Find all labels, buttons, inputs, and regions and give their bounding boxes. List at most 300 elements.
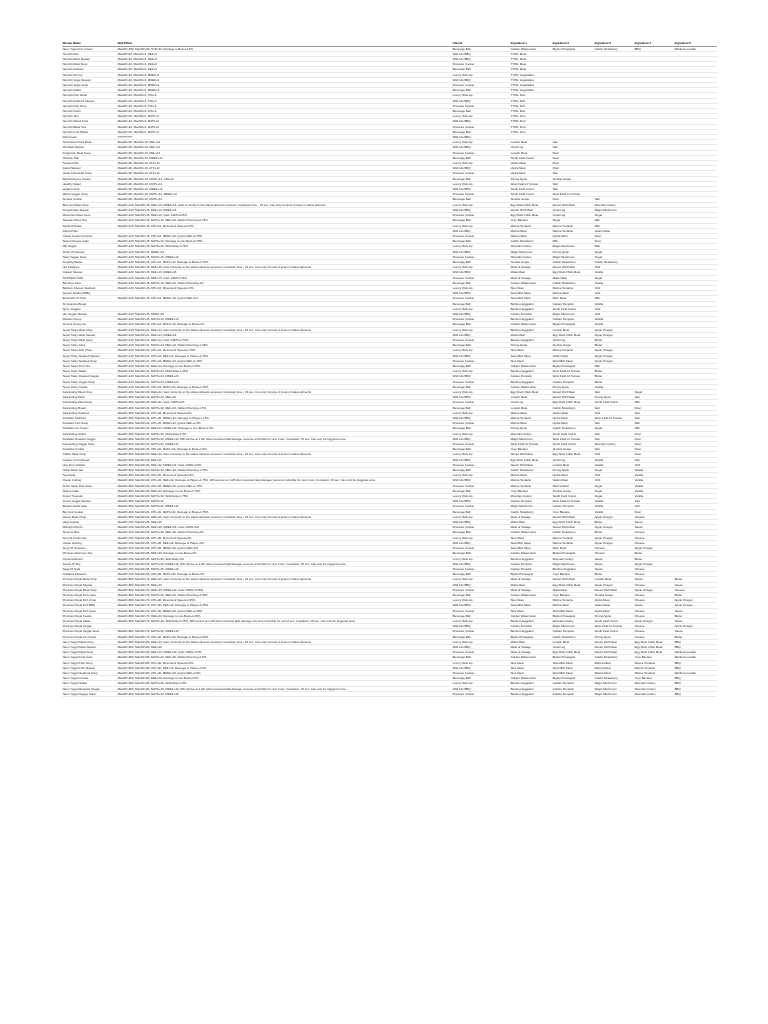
cell-ingredient-2[interactable]: South Field Carrot (552, 442, 594, 447)
cell-utensil[interactable]: Luxury Wok-top (452, 639, 510, 644)
cell-ingredient-3[interactable]: Chili (594, 473, 634, 478)
cell-ingredient-1[interactable]: Sloe Meat (510, 285, 552, 290)
cell-ingredient-2[interactable]: Vocal Leg (552, 207, 594, 212)
cell-recipe-name[interactable]: Vegan's Fruit (62, 187, 117, 192)
cell-buff-effect[interactable]: MaxHP+90, MaxSP+10, MATK+12, CRI+12 (117, 176, 452, 181)
cell-buff-effect[interactable]: MaxHP+40, MaxSP+6, MDEF+6 (117, 83, 452, 88)
cell-buff-effect[interactable]: MaxHP+120, MaxSP+15, ATK+16, MATK+16, Damage to Boss+1% (117, 322, 452, 327)
cell-utensil[interactable]: Luxury Wok-top (452, 306, 510, 311)
cell-buff-effect[interactable]: MaxHP+700, MaxSP+65, MATK+36, MDEF+36 (117, 566, 452, 571)
cell-buff-effect[interactable]: MaxHP+120, MaxSP+15, ATK+16, Movement Speed+1.5% (117, 285, 452, 290)
cell-recipe-name[interactable]: Ensemble Of Soul (62, 296, 117, 301)
cell-recipe-name[interactable]: Fantastic Cookie (62, 447, 117, 452)
cell-buff-effect[interactable]: MaxHP+40, MaxSP+6, MATK+6 (117, 124, 452, 129)
cell-ingredient-3[interactable]: Desert Wolf Meat (594, 644, 634, 649)
cell-ingredient-2[interactable]: Yoyo Banana (552, 572, 594, 577)
cell-ingredient-2[interactable]: Salt (552, 145, 594, 150)
cell-utensil[interactable]: Wild Life BBQ (452, 686, 510, 691)
cell-ingredient-1[interactable]: Smokie Grape (510, 197, 552, 202)
cell-ingredient-2[interactable]: Bigfoot Pineapple (552, 322, 594, 327)
cell-utensil[interactable]: Beverage Ball (452, 301, 510, 306)
cell-ingredient-3[interactable]: Vanilla (594, 384, 634, 389)
cell-ingredient-2[interactable]: Goblin Strawberry (552, 259, 594, 264)
cell-ingredient-3[interactable]: Mountain Celery (594, 442, 634, 447)
cell-buff-effect[interactable]: MaxHP+900, MaxSP+80, MATK+40, MDEF+40 (117, 691, 452, 696)
cell-ingredient-2[interactable]: Egg Shell Chick Meat (552, 650, 594, 655)
cell-ingredient-4[interactable]: Milk (634, 426, 674, 431)
cell-buff-effect[interactable]: MaxHP+40, MaxSP+6, MDEF+6 (117, 77, 452, 82)
cell-utensil[interactable]: Beverage Ball (452, 46, 510, 51)
cell-utensil[interactable]: Beverage Ball (452, 322, 510, 327)
cell-utensil[interactable]: Wild Life BBQ (452, 57, 510, 62)
cell-buff-effect[interactable]: MaxHP+40, MaxSP+6, MDEF+6 (117, 88, 452, 93)
cell-recipe-name[interactable]: Neon Yoggrt Cookie (62, 676, 117, 681)
cell-recipe-name[interactable]: Song Of Oceanus (62, 546, 117, 551)
cell-ingredient-2[interactable]: West Field Lil Tomato (552, 374, 594, 379)
cell-ingredient-1[interactable]: Golden Watermelon (510, 384, 552, 389)
cell-ingredient-1[interactable]: Bamboo Eggplant (510, 686, 552, 691)
cell-recipe-name[interactable]: Super Tasty Veggie Soup (62, 379, 117, 384)
cell-recipe-name[interactable]: Dark Feast (62, 135, 117, 140)
cell-utensil[interactable]: Luxury Wok-top (452, 181, 510, 186)
cell-recipe-name[interactable]: Smokie Cookie (62, 197, 117, 202)
cell-ingredient-3[interactable]: Milk (594, 363, 634, 368)
cell-ingredient-5[interactable]: Sauce (674, 608, 717, 613)
cell-recipe-name[interactable]: Griffon Meat Chop (62, 452, 117, 457)
cell-ingredient-5[interactable]: Cheese (674, 587, 717, 592)
cell-recipe-name[interactable]: Super Tasty Roasted Veggie (62, 374, 117, 379)
cell-ingredient-4[interactable]: Mountain Celery (634, 686, 674, 691)
cell-utensil[interactable]: Beverage Ball (452, 447, 510, 452)
cell-ingredient-3[interactable]: South Field Carrot (594, 400, 634, 405)
cell-buff-effect[interactable]: MaxHP+40, MaxSP+6, DEF+6 (117, 57, 452, 62)
cell-recipe-name[interactable]: Provines Royal Fish Soup (62, 608, 117, 613)
cell-buff-effect[interactable]: MaxHP+40, MaxSP+6, MATK+6 (117, 119, 452, 124)
cell-ingredient-2[interactable]: Golden Pumpkin (552, 629, 594, 634)
cell-ingredient-2[interactable]: Flour (552, 150, 594, 155)
cell-ingredient-4[interactable]: Apple Vinegar (634, 561, 674, 566)
cell-utensil[interactable]: Wild Life BBQ (452, 561, 510, 566)
cell-buff-effect[interactable]: MaxHP+120, MaxSP+15, MATK+16, Skill Delay-0.75% (117, 244, 452, 249)
cell-ingredient-1[interactable]: TYPE: Meat (510, 62, 552, 67)
cell-ingredient-2[interactable]: Golden Pumpkin (552, 691, 594, 696)
cell-utensil[interactable]: Luxury Wok-top (452, 223, 510, 228)
cell-ingredient-2[interactable]: Sugar (552, 218, 594, 223)
cell-ingredient-2[interactable]: Marc Meat (552, 296, 594, 301)
cell-ingredient-3[interactable]: Butter (594, 369, 634, 374)
cell-buff-effect[interactable]: MaxHP+900, MaxSP+80, ATK+40, DEF+40, Damage to Player+2.5% (117, 665, 452, 670)
cell-ingredient-1[interactable]: Marine Tentacle (510, 483, 552, 488)
cell-buff-effect[interactable]: MaxHP+210, MaxSP+21, DEF+24, MDEF+24 (117, 332, 452, 337)
cell-buff-effect[interactable]: MaxHP+40, MaxSP+6, ATK+6 (117, 109, 452, 114)
cell-ingredient-1[interactable]: Desert Wolf Meat (510, 462, 552, 467)
cell-ingredient-3[interactable]: Marina Meat (594, 670, 634, 675)
cell-recipe-name[interactable]: Ancient Honey Ice (62, 322, 117, 327)
cell-utensil[interactable]: Pressure Cooker (452, 337, 510, 342)
cell-ingredient-3[interactable]: Apple Vinegar (594, 353, 634, 358)
cell-ingredient-2[interactable]: Yoyo Banana (552, 509, 594, 514)
cell-recipe-name[interactable]: Super Tasty Meat Soup (62, 337, 117, 342)
cell-utensil[interactable]: Luxury Wok-top (452, 369, 510, 374)
cell-recipe-name[interactable]: Provines Royal Meat Soup (62, 587, 117, 592)
cell-utensil[interactable]: Pressure Cooker (452, 608, 510, 613)
cell-ingredient-1[interactable]: Yoyo Banana (510, 447, 552, 452)
cell-utensil[interactable]: Wild Life BBQ (452, 228, 510, 233)
cell-ingredient-2[interactable]: South Field Carrot (552, 431, 594, 436)
cell-utensil[interactable]: Wild Life BBQ (452, 332, 510, 337)
cell-utensil[interactable]: Pressure Cooker (452, 504, 510, 509)
cell-ingredient-4[interactable]: Salt (634, 499, 674, 504)
cell-buff-effect[interactable]: MaxHP+300, MaxSP+30, DEF+32, MDEF+32, Damage to non-Boss+1.5% (117, 426, 452, 431)
cell-buff-effect[interactable]: MaxHP+210, MaxSP+21, DEF+24, Cast: ASPD+1.75% (117, 337, 452, 342)
cell-ingredient-1[interactable]: Golden Watermelon (510, 676, 552, 681)
cell-utensil[interactable]: Wild Life BBQ (452, 457, 510, 462)
cell-recipe-name[interactable]: Neon Yoggrt Fish Skewer (62, 665, 117, 670)
cell-ingredient-3[interactable]: Chili (594, 285, 634, 290)
cell-buff-effect[interactable]: MaxHP+600, MaxSP+60, ATK+32, MDEF+32, Ignore DEF+1.75% (117, 483, 452, 488)
cell-utensil[interactable]: Pressure Cooker (452, 483, 510, 488)
cell-utensil[interactable]: Pressure Cooker (452, 358, 510, 363)
cell-recipe-name[interactable]: Nourish Vegie Skewer (62, 77, 117, 82)
cell-utensil[interactable]: Luxury Wok-top (452, 285, 510, 290)
cell-ingredient-1[interactable]: Meat of Savage (510, 644, 552, 649)
cell-ingredient-2[interactable]: Muka Meat (552, 275, 594, 280)
cell-ingredient-4[interactable]: Sauce (634, 603, 674, 608)
cell-ingredient-4[interactable]: Butter (634, 556, 674, 561)
cell-recipe-name[interactable]: Mama Veggie Soup (62, 192, 117, 197)
cell-utensil[interactable]: Pressure Cooker (452, 629, 510, 634)
cell-utensil[interactable]: Luxury Wok-top (452, 140, 510, 145)
cell-buff-effect[interactable]: MaxHP+120, MaxSP+15, ATK+16, MATK+16, Damage to Boss+0.75% (117, 259, 452, 264)
header-ingredient-4[interactable]: Ingredient 4 (634, 41, 674, 46)
cell-ingredient-3[interactable]: Sugar (594, 249, 634, 254)
cell-ingredient-3[interactable]: West Field Lil Tomato (594, 624, 634, 629)
cell-recipe-name[interactable]: Sweetie Mixed Tea (62, 218, 117, 223)
cell-ingredient-2[interactable]: Marina Meat (552, 483, 594, 488)
cell-recipe-name[interactable]: Super Tasty Fish Chop (62, 348, 117, 353)
cell-ingredient-3[interactable]: Apple Vinegar (594, 332, 634, 337)
cell-ingredient-3[interactable]: Goblin Strawberry (594, 676, 634, 681)
cell-ingredient-4[interactable]: Vanilla (634, 483, 674, 488)
cell-ingredient-3[interactable]: Chili (594, 311, 634, 316)
cell-ingredient-3[interactable]: Marina Meat (594, 665, 634, 670)
cell-utensil[interactable]: Luxury Wok-top (452, 72, 510, 77)
cell-ingredient-1[interactable]: Magic Mushroom (510, 504, 552, 509)
cell-ingredient-1[interactable]: Golden Watermelon (510, 322, 552, 327)
cell-recipe-name[interactable]: Provines Royal Veggie (62, 624, 117, 629)
cell-ingredient-4[interactable]: Marine Tentacle (634, 660, 674, 665)
header-ingredient-1[interactable]: Ingredient 1 (510, 41, 552, 46)
cell-ingredient-3[interactable]: Cheese (594, 546, 634, 551)
cell-utensil[interactable]: Beverage Ball (452, 129, 510, 134)
cell-utensil[interactable]: Wild Life BBQ (452, 374, 510, 379)
cell-ingredient-4[interactable]: Cheese (634, 613, 674, 618)
cell-ingredient-1[interactable]: Golden Watermelon (510, 655, 552, 660)
cell-ingredient-1[interactable]: Marina Meat (510, 228, 552, 233)
cell-recipe-name[interactable]: Blue Gel Meat Chop (62, 202, 117, 207)
cell-buff-effect[interactable]: MaxHP+300, MaxSP+30, MATK+32, DEF+32, Reflect Piercing+1.5% (117, 405, 452, 410)
cell-recipe-name[interactable]: Refreshing Ice Cream (62, 176, 117, 181)
cell-recipe-name[interactable]: Super Tasty Fruit Tea (62, 363, 117, 368)
cell-recipe-name[interactable]: Neon Yoggrt Salad (62, 681, 117, 686)
cell-buff-effect[interactable]: MaxHP+210, MaxSP+21, ATK+24, Movement Speed+1.75% (117, 348, 452, 353)
cell-recipe-name[interactable]: Provines Royal Cookie (62, 613, 117, 618)
cell-ingredient-2[interactable]: Hydra Meat (552, 416, 594, 421)
cell-recipe-name[interactable]: Island Pride (62, 228, 117, 233)
cell-ingredient-1[interactable]: TYPE: Fruit (510, 119, 552, 124)
cell-ingredient-3[interactable]: Cheese (594, 551, 634, 556)
cell-ingredient-4[interactable]: Milk (634, 421, 674, 426)
cell-buff-effect[interactable]: MaxHP+120, MaxSP+15, ATK+16, Movement Speed+1.5% (117, 223, 452, 228)
cell-ingredient-2[interactable]: South Field Carrot (552, 494, 594, 499)
cell-recipe-name[interactable]: Neon Yoggrt Meat Skewer (62, 644, 117, 649)
cell-ingredient-1[interactable]: Magic Mushroom (510, 249, 552, 254)
cell-buff-effect[interactable]: MaxHP+90, MaxSP+10, ATK+12 (117, 166, 452, 171)
cell-recipe-name[interactable]: Seafood Pasta (62, 223, 117, 228)
cell-buff-effect[interactable]: MaxHP+90, MaxSP+10, MATK+12 (117, 181, 452, 186)
cell-buff-effect[interactable]: MaxHP+210, MaxSP+21, MATK+24, MDEF+24 (117, 379, 452, 384)
cell-ingredient-3[interactable]: Sugar (594, 275, 634, 280)
cell-ingredient-1[interactable]: Sloe Meat (510, 535, 552, 540)
cell-recipe-name[interactable]: Neon Yoggrt Fish Chop (62, 660, 117, 665)
cell-buff-effect[interactable]: MaxHP+300, MaxSP+30, DEF+32, Gain immunity to the status ailments received. Cooldown time - 15 sec. Can only immune 3 times of status ailments (117, 390, 452, 395)
cell-buff-effect[interactable]: MaxHP+800, MaxSP+70, ATK+40, MATK+40, Damage to Boss+2.25% (117, 634, 452, 639)
cell-utensil[interactable]: Luxury Wok-top (452, 327, 510, 332)
header-ingredient-5[interactable]: Ingredient 5 (674, 41, 717, 46)
cell-utensil[interactable]: Pressure Cooker (452, 317, 510, 322)
cell-buff-effect[interactable]: MaxHP+800, MaxSP+70, ATK+40, MDEF+40, Ignore DEF+2.25% (117, 608, 452, 613)
cell-buff-effect[interactable]: MaxHP+600, MaxSP+60, ATK+32, Movement Speed+2.5% (117, 473, 452, 478)
cell-ingredient-3[interactable]: Apple Vinegar (594, 525, 634, 530)
cell-recipe-name[interactable]: SATISFACTION (62, 275, 117, 280)
cell-ingredient-1[interactable]: Golden Watermelon (510, 363, 552, 368)
cell-recipe-name[interactable]: Smile Of Harvest (62, 249, 117, 254)
cell-ingredient-4[interactable]: Yoyo Banana (634, 655, 674, 660)
cell-buff-effect[interactable]: MaxHP+120, MaxSP+15, MDEF+16 (117, 249, 452, 254)
cell-ingredient-1[interactable]: Golden Watermelon (510, 551, 552, 556)
cell-recipe-name[interactable]: Super Tasty Seafood Skewer (62, 353, 117, 358)
cell-buff-effect[interactable]: MaxHP+700, MaxSP+65, DEF+36, MDEF+36, Cast: ASPD+3% (117, 525, 452, 530)
cell-buff-effect[interactable]: MaxHP+700, MaxSP+65, DEF+36 (117, 520, 452, 525)
cell-ingredient-3[interactable]: Sauce (594, 561, 634, 566)
cell-ingredient-3[interactable]: Hydra Meat (594, 598, 634, 603)
cell-utensil[interactable]: Beverage Ball (452, 613, 510, 618)
cell-recipe-name[interactable]: Fascinating Veggie Soup (62, 442, 117, 447)
cell-recipe-name[interactable]: Provines Royal Meat Chop (62, 577, 117, 582)
cell-ingredient-1[interactable]: Lunatic Meat (510, 140, 552, 145)
cell-ingredient-3[interactable]: Chili (594, 452, 634, 457)
cell-buff-effect[interactable]: MaxHP+900, MaxSP+80, DEF+40, Gain immunity to the status ailments received. Cooldown time - 15 sec. Can only immune 3 times of status ailments (117, 639, 452, 644)
cell-recipe-name[interactable]: Nourish Meat Soup (62, 62, 117, 67)
cell-ingredient-4[interactable]: Vanilla (634, 494, 674, 499)
cell-ingredient-4[interactable]: Flour (634, 447, 674, 452)
cell-ingredient-2[interactable]: Marine Tentacle (552, 535, 594, 540)
header-utensil[interactable]: Utensil (452, 41, 510, 46)
cell-ingredient-2[interactable]: Bigfoot Pineapple (552, 655, 594, 660)
cell-ingredient-1[interactable]: Bamboo Eggplant (510, 618, 552, 623)
cell-recipe-name[interactable]: Fascinating Meat (62, 395, 117, 400)
cell-ingredient-5[interactable]: Rainbow powder (674, 650, 717, 655)
cell-utensil[interactable]: Luxury Wok-top (452, 514, 510, 519)
cell-buff-effect[interactable]: MaxHP+40, MaxSP+6, DEF+6 (117, 67, 452, 72)
cell-recipe-name[interactable]: Fantastic Seafood (62, 416, 117, 421)
cell-recipe-name[interactable]: Nourish Vegie Soup (62, 83, 117, 88)
cell-buff-effect[interactable]: MaxHP+90, MaxSP+10, MATK+12 (117, 197, 452, 202)
cell-ingredient-3[interactable]: Apple Vinegar (594, 358, 634, 363)
cell-ingredient-2[interactable]: Bigfoot Pineapple (552, 363, 594, 368)
cell-ingredient-3[interactable]: Sugar (594, 426, 634, 431)
cell-ingredient-3[interactable]: Vanilla (594, 499, 634, 504)
header-buff-effect[interactable]: Buff Effect (117, 41, 452, 46)
cell-ingredient-4[interactable]: Cheese (634, 592, 674, 597)
cell-ingredient-1[interactable]: Goblin Strawberry (510, 468, 552, 473)
cell-recipe-name[interactable]: Fascinating Salad (62, 431, 117, 436)
cell-ingredient-2[interactable]: Flour (552, 197, 594, 202)
cell-recipe-name[interactable]: Neon Yoggrt Meat Chop (62, 639, 117, 644)
cell-ingredient-2[interactable]: Egg Shell Chick Meat (552, 270, 594, 275)
cell-ingredient-4[interactable]: Cheese (634, 582, 674, 587)
cell-utensil[interactable]: Luxury Wok-top (452, 473, 510, 478)
cell-ingredient-1[interactable]: Bamboo Eggplant (510, 337, 552, 342)
cell-buff-effect[interactable]: MaxHP+40, MaxSP+6, ATK+6 (117, 93, 452, 98)
cell-buff-effect[interactable]: MaxHP+120, MaxSP+15, ATK+16, MDEF+16, Ignore DEF+1% (117, 296, 452, 301)
cell-buff-effect[interactable]: MaxHP+800, MaxSP+70, DEF+40, MDEF+40, Cast: ASPD+3.25% (117, 587, 452, 592)
cell-recipe-name[interactable]: Fantastic Roasted Veggie (62, 436, 117, 441)
cell-ingredient-2[interactable]: Magic Mushroom (552, 254, 594, 259)
cell-ingredient-3[interactable]: Vanilla (594, 317, 634, 322)
cell-recipe-name[interactable]: Forest Treasure (62, 494, 117, 499)
cell-recipe-name[interactable]: Super Tasty Seafood Soup (62, 358, 117, 363)
cell-recipe-name[interactable]: Adventurer Fried Meat (62, 140, 117, 145)
cell-ingredient-1[interactable]: TYPE: Vegetables (510, 72, 552, 77)
cell-ingredient-3[interactable]: Mountain Celery (594, 202, 634, 207)
cell-ingredient-1[interactable]: Golden Watermelon (510, 592, 552, 597)
cell-buff-effect[interactable]: MaxHP+700, MaxSP+65, ATK+36, DEF+36, Damage to Player+2% (117, 540, 452, 545)
cell-ingredient-2[interactable]: Vadon Meat (552, 353, 594, 358)
cell-ingredient-4[interactable]: Salt (634, 395, 674, 400)
cell-ingredient-4[interactable]: Cheese (634, 530, 674, 535)
cell-buff-effect[interactable]: MaxHP+40, MaxSP+6, MDEF+6 (117, 72, 452, 77)
cell-ingredient-3[interactable]: Vadon Meat (594, 228, 634, 233)
cell-ingredient-1[interactable]: South Field Carrot (510, 155, 552, 160)
cell-buff-effect[interactable]: MaxHP+120, MaxSP+15, DEF+16, MDEF+16 (117, 207, 452, 212)
cell-ingredient-1[interactable]: Sloe Meat (510, 358, 552, 363)
cell-ingredient-1[interactable]: Lunatic Meat (510, 150, 552, 155)
cell-utensil[interactable]: Pressure Cooker (452, 150, 510, 155)
cell-ingredient-3[interactable]: Sauce (594, 556, 634, 561)
cell-recipe-name[interactable]: Bashem Flavour Seafood (62, 285, 117, 290)
cell-recipe-name[interactable]: Summer Bee (62, 530, 117, 535)
cell-ingredient-5[interactable]: BBQ (674, 639, 717, 644)
cell-ingredient-3[interactable]: Goblin Strawberry (594, 259, 634, 264)
cell-ingredient-3[interactable]: Butter (594, 572, 634, 577)
cell-recipe-name[interactable]: Chicken Roll (62, 155, 117, 160)
cell-buff-effect[interactable]: MaxHP+120, MaxSP+15, MATK+16, MDEF+16 (117, 254, 452, 259)
cell-buff-effect[interactable]: MaxHP+210, MaxSP+21, DEF+24, Gain immunity to the status ailments received. Cooldown time - 15 sec. Can only immune 3 times of status ailments (117, 327, 452, 332)
cell-recipe-name[interactable]: Neon Yogurt Ice Cream (62, 46, 117, 51)
cell-ingredient-3[interactable]: Magic Mushroom (594, 691, 634, 696)
cell-ingredient-3[interactable]: Chili (594, 478, 634, 483)
cell-utensil[interactable]: Beverage Ball (452, 109, 510, 114)
cell-ingredient-5[interactable]: Sauce (674, 582, 717, 587)
cell-buff-effect[interactable]: MaxHP+900, MaxSP+80, MATK+40, DEF+40, Reflect Piercing+2.5% (117, 655, 452, 660)
cell-buff-effect[interactable]: MaxHP+700, MaxSP+65, MATK+36, DEF+36, Reflect Piercing+2% (117, 530, 452, 535)
cell-ingredient-1[interactable]: Swordfish Meat (510, 291, 552, 296)
cell-utensil[interactable]: Wild Life BBQ (452, 353, 510, 358)
cell-ingredient-1[interactable]: Desert Wolf Meat (510, 207, 552, 212)
cell-ingredient-3[interactable]: Poring Apple (594, 634, 634, 639)
cell-ingredient-2[interactable]: Desert Wolf Meat (552, 390, 594, 395)
cell-ingredient-1[interactable]: Bamboo Eggplant (510, 379, 552, 384)
cell-ingredient-3[interactable]: Magic Mushroom (594, 686, 634, 691)
cell-ingredient-3[interactable]: Goblin Strawberry (594, 46, 634, 51)
cell-buff-effect[interactable]: MaxHP+900, MaxSP+80, MATK+40, Skill Delay-2.5% (117, 681, 452, 686)
cell-ingredient-2[interactable]: Swordfish Meat (552, 665, 594, 670)
cell-ingredient-4[interactable]: Sugar (634, 390, 674, 395)
cell-buff-effect[interactable]: MaxHP+600, MaxSP+60, ATK+32, DEF+32, Damage to Player+1.75%, Will survive at 1 HP when received fatal damage, become invincible for next 2 sec. Cooldown: 15 sec. Can only be triggered once (117, 478, 452, 483)
cell-recipe-name[interactable]: Clean Fish Head Soup (62, 171, 117, 176)
cell-recipe-name[interactable]: Fragrance Meat Soup (62, 150, 117, 155)
cell-ingredient-4[interactable]: BBQ (634, 46, 674, 51)
cell-ingredient-2[interactable]: Smokie Grape (552, 343, 594, 348)
cell-buff-effect[interactable]: MaxHP+700, MaxSP+65, DEF+36, Damage to non-Boss+2% (117, 551, 452, 556)
cell-ingredient-5[interactable]: Rainbow powder (674, 670, 717, 675)
cell-ingredient-2[interactable]: Milk (552, 239, 594, 244)
cell-ingredient-3[interactable]: Vanilla (594, 280, 634, 285)
cell-ingredient-2[interactable]: Marine Tentacle (552, 285, 594, 290)
cell-ingredient-1[interactable]: Sloe Meat (510, 608, 552, 613)
cell-ingredient-3[interactable]: Sugar (594, 494, 634, 499)
cell-ingredient-3[interactable]: Milk (594, 244, 634, 249)
cell-utensil[interactable]: Pressure Cooker (452, 296, 510, 301)
cell-ingredient-3[interactable]: Chili (594, 410, 634, 415)
cell-ingredient-3[interactable]: Butter (594, 379, 634, 384)
cell-ingredient-4[interactable]: Sauce (634, 577, 674, 582)
cell-ingredient-2[interactable]: Vadon Meat (552, 478, 594, 483)
cell-buff-effect[interactable]: MaxHP+120, MaxSP+15, DEF+16, MDEF+16, Gain immunity to the status ailments received. Cooldown time - 15 sec. Can only immune 3 times of status ailments (117, 202, 452, 207)
cell-ingredient-1[interactable]: Golden Pumpkin (510, 624, 552, 629)
cell-ingredient-1[interactable]: Egg Shell Chick Meat (510, 390, 552, 395)
header-recipe-name[interactable]: Recipe Name (62, 41, 117, 46)
cell-ingredient-2[interactable]: Poring Apple (552, 468, 594, 473)
cell-ingredient-1[interactable]: TYPE: Fish (510, 93, 552, 98)
cell-recipe-name[interactable]: Nourish Fish Soup (62, 103, 117, 108)
cell-ingredient-3[interactable]: Vanilla (594, 457, 634, 462)
cell-buff-effect[interactable]: MaxHP+900, MaxSP+80, DEF+40, MDEF+40, Cast: ASPD+3.5% (117, 650, 452, 655)
cell-ingredient-5[interactable]: Rainbow powder (674, 655, 717, 660)
cell-buff-effect[interactable]: MaxHP+40, MaxSP+6, DEF+6 (117, 51, 452, 56)
cell-buff-effect[interactable]: MaxHP+120, MaxSP+15, MATK+16, Damage to non-Boss+0.75% (117, 239, 452, 244)
cell-utensil[interactable]: Beverage Ball (452, 509, 510, 514)
cell-buff-effect[interactable]: MaxHP+700, MaxSP+65, ATK+36, Movement Speed+3% (117, 535, 452, 540)
cell-buff-effect[interactable]: MaxHP+90, MaxSP+10, MDEF+12 (117, 187, 452, 192)
cell-ingredient-1[interactable]: Swordfish Meat (510, 603, 552, 608)
cell-utensil[interactable]: Beverage Ball (452, 572, 510, 577)
cell-utensil[interactable]: Beverage Ball (452, 384, 510, 389)
cell-recipe-name[interactable]: Neon Yoggrt Roasted Veggie (62, 686, 117, 691)
cell-ingredient-1[interactable]: Desert Wolf Meat (510, 452, 552, 457)
cell-recipe-name[interactable]: St Ceamina Bread (62, 301, 117, 306)
cell-ingredient-5[interactable]: Sauce (674, 629, 717, 634)
cell-ingredient-4[interactable]: Cheese (634, 572, 674, 577)
cell-utensil[interactable]: Pressure Cooker (452, 546, 510, 551)
cell-recipe-name[interactable]: Hot Veggie Skewer (62, 311, 117, 316)
cell-ingredient-3[interactable]: Marina Meat (594, 660, 634, 665)
cell-recipe-name[interactable]: Provines Royal Salad (62, 618, 117, 623)
cell-ingredient-1[interactable]: Egg Shell Chick Meat (510, 213, 552, 218)
cell-ingredient-1[interactable]: Golden Pumpkin (510, 311, 552, 316)
cell-utensil[interactable]: Beverage Ball (452, 488, 510, 493)
